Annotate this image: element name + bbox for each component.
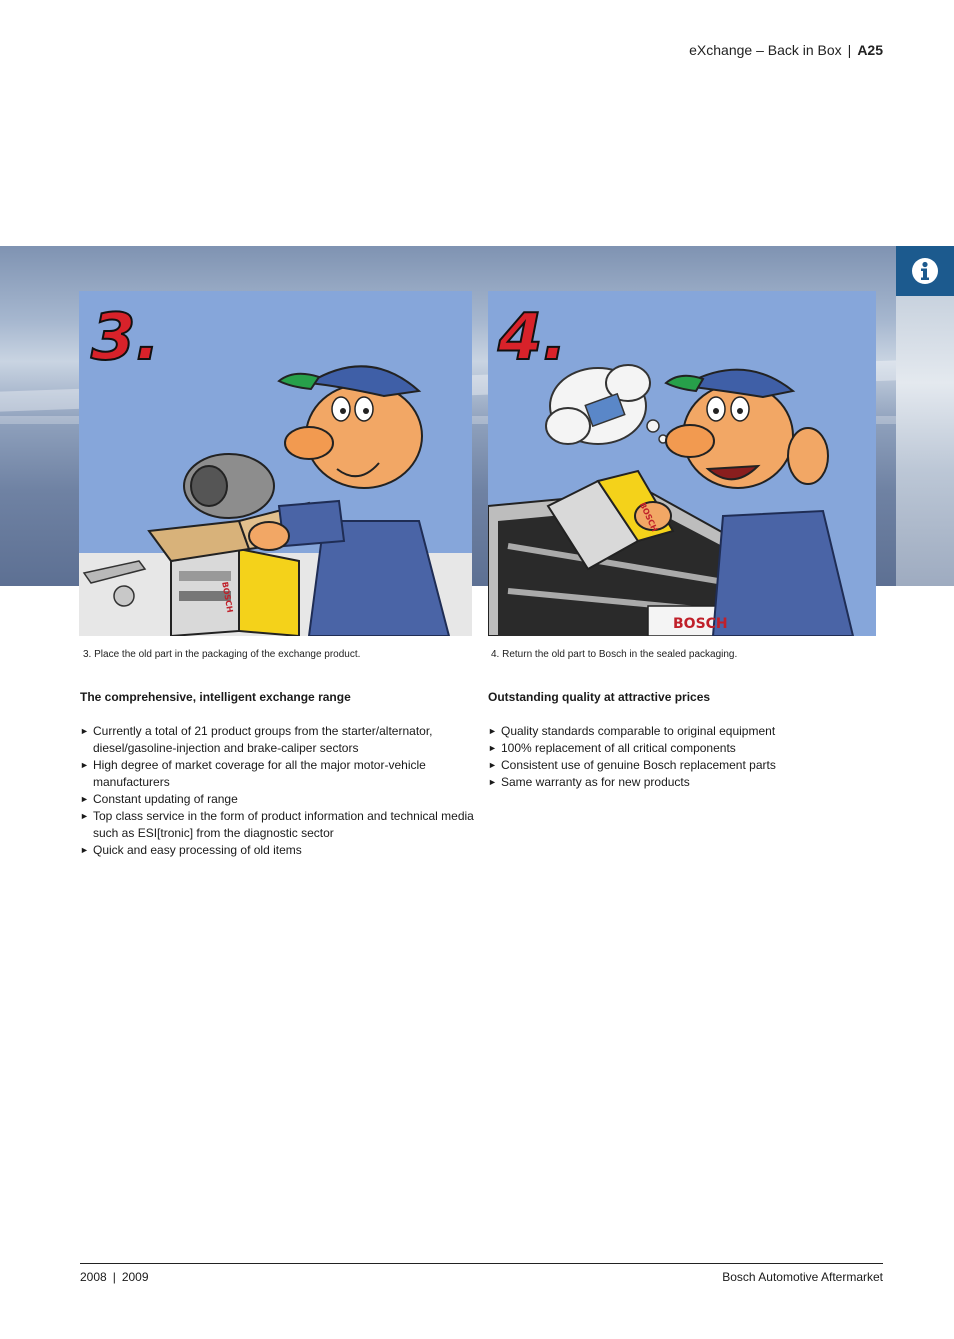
list-item: ► Quick and easy processing of old items [80,843,302,857]
list-item: ► Consistent use of genuine Bosch replacement parts [488,758,776,772]
list-item: ► Same warranty as for new products [488,775,690,789]
bullet-arrow-icon: ► [80,760,89,770]
bullet-arrow-icon: ► [80,794,89,804]
list-item: ► Constant updating of range [80,792,238,806]
box-brand-4: BOSCH [637,501,660,534]
bullet-arrow-icon: ► [488,760,497,770]
bullet-list-quality [488,723,888,791]
footer-company: Bosch Automotive Aftermarket [722,1270,883,1284]
bullet-arrow-icon: ► [488,777,497,787]
bullet-arrow-icon: ► [80,811,89,821]
list-item: ► High degree of market coverage for all the major motor-vehicle manufacturers [80,758,426,789]
list-item: ► Currently a total of 21 product groups from the starter/alternator, diesel/gasoline-injection and brake-caliper sectors [80,724,433,755]
info-icon [911,257,939,285]
step-number-3: 3. [91,301,160,375]
list-item: ► Quality standards comparable to original equipment [488,724,776,738]
bullet-arrow-icon: ► [80,726,89,736]
illustration-step-3 [79,291,472,636]
list-item: ► Top class service in the form of product information and technical media such as ESI[tronic] from the diagnostic sector [80,809,474,840]
header-separator: | [847,42,852,58]
caption-step-4: 4. Return the old part to Bosch in the sealed packaging. [491,649,738,660]
info-tab[interactable] [896,246,954,296]
section-heading-quality: Outstanding quality at attractive prices [488,690,711,704]
caption-step-3: 3. Place the old part in the packaging of the exchange product. [83,649,361,660]
bullet-list-exchange-range [80,723,480,859]
bullet-arrow-icon: ► [488,726,497,736]
list-item: ► 100% replacement of all critical components [488,741,736,755]
footer-years: 2008 | 2009 [80,1270,149,1284]
header-title: eXchange – Back in Box [689,42,842,58]
bullet-arrow-icon: ► [488,743,497,753]
bin-brand-label: BOSCH [673,616,728,632]
side-strip [896,296,954,586]
box-brand-3: BOSCH [220,581,235,614]
bullet-arrow-icon: ► [80,845,89,855]
page-number: A25 [857,42,883,58]
page-header [689,42,883,58]
step-number-4: 4. [498,301,567,375]
illustration-step-4 [488,291,876,636]
footer-divider [80,1263,883,1264]
section-heading-exchange-range: The comprehensive, intelligent exchange range [80,690,351,704]
